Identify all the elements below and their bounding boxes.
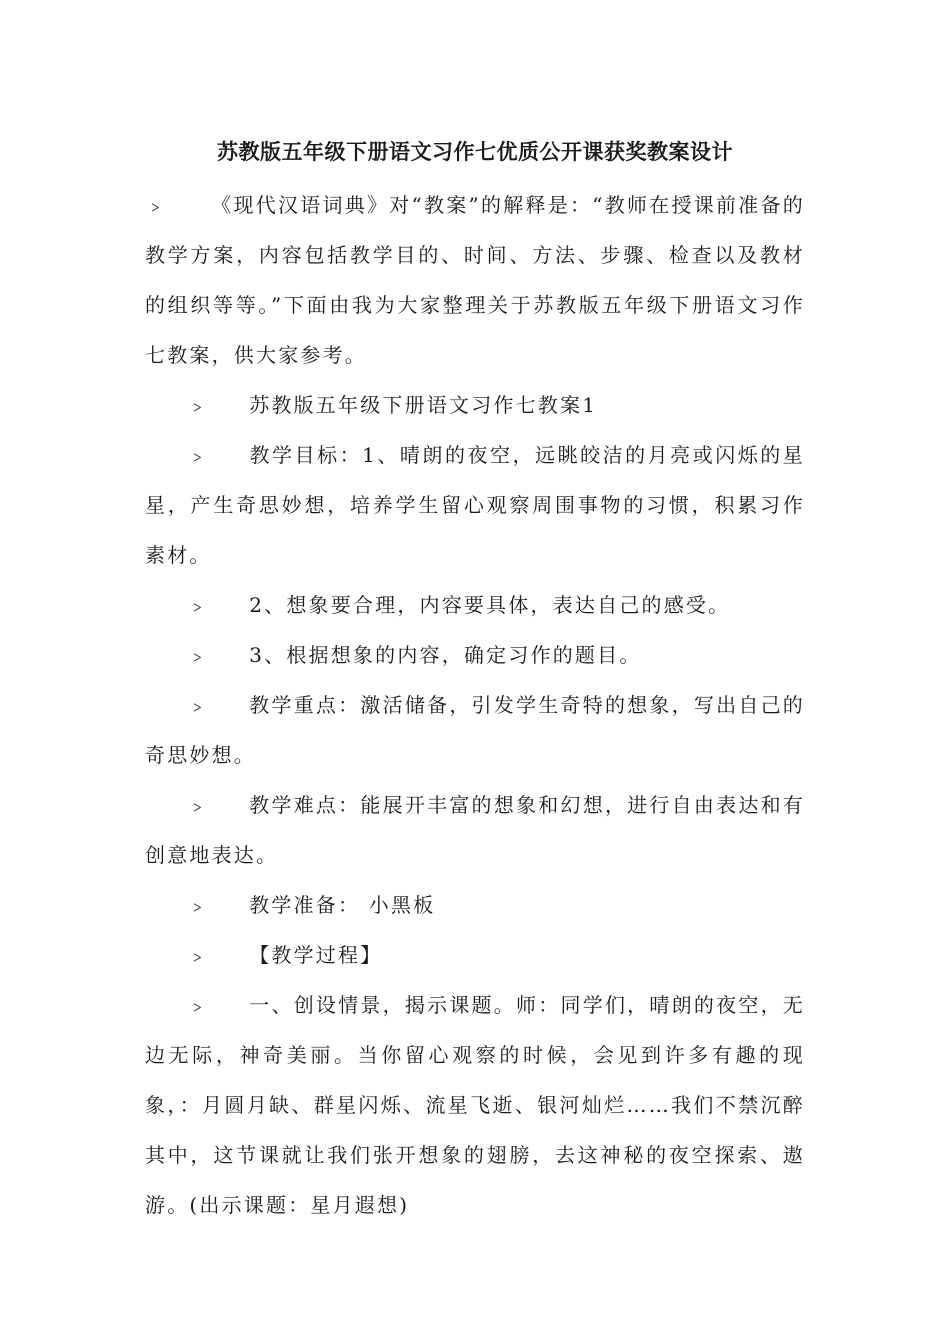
bullet-marker-icon: ﹥ [187, 643, 210, 667]
bullet-marker-icon: ﹥ [187, 793, 210, 817]
bullet-marker-icon: ﹥ [187, 943, 210, 967]
bullet-marker-icon: ﹥ [187, 443, 210, 467]
paragraph-difficulties [145, 780, 805, 880]
paragraph-text: 教学难点：能展开丰富的想象和幻想，进行自由表达和有创意地表达。 [145, 793, 805, 867]
bullet-marker-icon: ﹥ [145, 193, 168, 217]
paragraph-intro [145, 180, 805, 380]
paragraph-teaching-goals [145, 430, 805, 580]
document-title: 苏教版五年级下册语文习作七优质公开课获奖教案设计 [217, 140, 733, 164]
paragraph-text: 教学目标：1、晴朗的夜空，远眺皎洁的月亮或闪烁的星星，产生奇思妙想，培养学生留心观察周围事物的习惯，积累习作素材。 [145, 443, 805, 567]
paragraph-text: 教学重点：激活储备，引发学生奇特的想象，写出自己的奇思妙想。 [145, 693, 805, 767]
paragraph-step-one [145, 980, 805, 1230]
paragraph-text: 3、根据想象的内容，确定习作的题目。 [249, 643, 642, 667]
paragraph-text: 教学准备： 小黑板 [249, 893, 436, 917]
paragraph-goal-2 [145, 580, 805, 630]
paragraph-text: 苏教版五年级下册语文习作七教案1 [249, 393, 598, 417]
bullet-marker-icon: ﹥ [187, 693, 210, 717]
paragraph-text: 【教学过程】 [249, 943, 383, 967]
paragraph-process-heading [145, 930, 805, 980]
bullet-marker-icon: ﹥ [187, 993, 210, 1017]
bullet-marker-icon: ﹥ [187, 593, 210, 617]
bullet-marker-icon: ﹥ [187, 893, 210, 917]
paragraph-preparation [145, 880, 805, 930]
paragraph-text: 2、想象要合理，内容要具体，表达自己的感受。 [249, 593, 731, 617]
paragraph-text: 《现代汉语词典》对“教案”的解释是：“教师在授课前准备的教学方案，内容包括教学目的、时间、方法、步骤、检查以及教材的组织等等。”下面由我为大家整理关于苏教版五年级下册语文习作七教案，供大家参考。 [145, 193, 805, 367]
document-page [145, 132, 805, 1230]
paragraph-lesson-heading [145, 380, 805, 430]
bullet-marker-icon: ﹥ [187, 393, 210, 417]
paragraph-text: 一、创设情景，揭示课题。师：同学们，晴朗的夜空，无边无际，神奇美丽。当你留心观察的时候，会见到许多有趣的现象，：月圆月缺、群星闪烁、流星飞逝、银河灿烂……我们不禁沉醉其中，这节课就让我们张开想象的翅膀，去这神秘的夜空探索、遨游。(出示课题：星月遐想) [145, 993, 805, 1217]
paragraph-goal-3 [145, 630, 805, 680]
paragraph-key-points [145, 680, 805, 780]
